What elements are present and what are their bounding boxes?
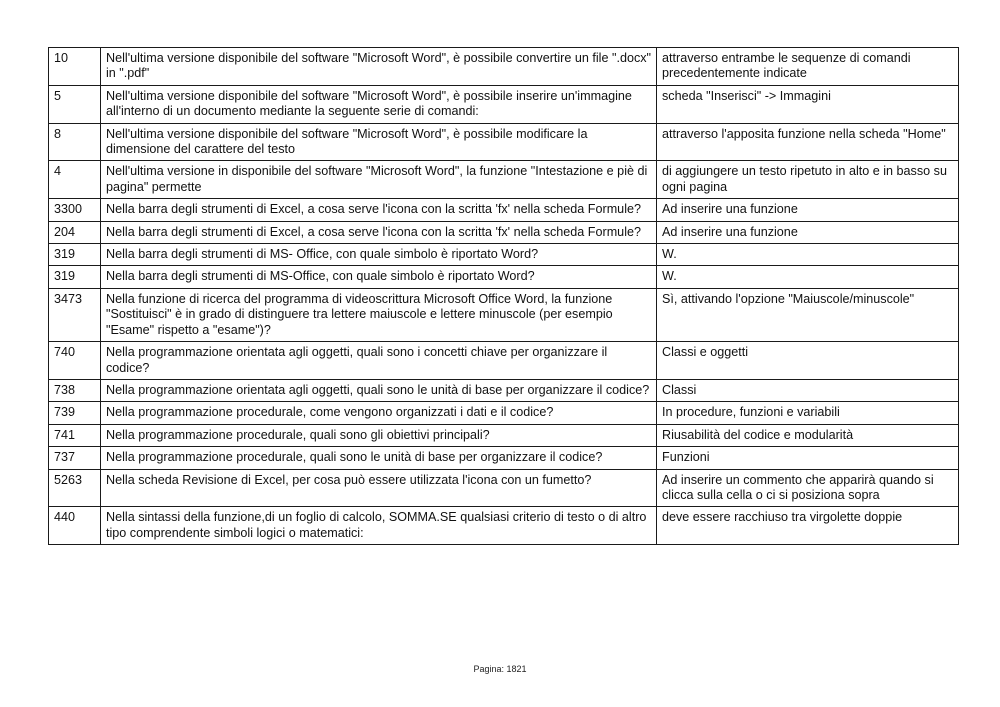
row-question: Nella funzione di ricerca del programma di videoscrittura Microsoft Office Word, la funzione "Sostituisci" è in grado di distinguere tra lettere maiuscole e lettere minuscole (per esempio "Esame" rispetto a "esame")?	[101, 288, 657, 341]
row-question: Nell'ultima versione in disponibile del software "Microsoft Word", la funzione "Intestazione e piè di pagina" permette	[101, 161, 657, 199]
row-question: Nella barra degli strumenti di Excel, a cosa serve l'icona con la scritta 'fx' nella scheda Formule?	[101, 221, 657, 243]
table-row	[49, 85, 959, 123]
row-question: Nella sintassi della funzione,di un foglio di calcolo, SOMMA.SE qualsiasi criterio di testo o di altro tipo comprendente simboli logici o matematici:	[101, 507, 657, 545]
row-question: Nella programmazione procedurale, come vengono organizzati i dati e il codice?	[101, 402, 657, 424]
row-question: Nell'ultima versione disponibile del software "Microsoft Word", è possibile modificare la dimensione del carattere del testo	[101, 123, 657, 161]
table-row	[49, 244, 959, 266]
row-answer: W.	[657, 266, 959, 288]
row-answer: Ad inserire un commento che apparirà quando si clicca sulla cella o ci si posiziona sopra	[657, 469, 959, 507]
row-id: 204	[49, 221, 101, 243]
row-answer: W.	[657, 244, 959, 266]
row-answer: Ad inserire una funzione	[657, 199, 959, 221]
table-row	[49, 342, 959, 380]
row-answer: attraverso entrambe le sequenze di comandi precedentemente indicate	[657, 48, 959, 86]
row-id: 3473	[49, 288, 101, 341]
qa-table-body	[49, 48, 959, 545]
row-answer: deve essere racchiuso tra virgolette doppie	[657, 507, 959, 545]
table-row	[49, 469, 959, 507]
table-row	[49, 447, 959, 469]
row-id: 739	[49, 402, 101, 424]
row-id: 319	[49, 244, 101, 266]
table-row	[49, 199, 959, 221]
table-row	[49, 123, 959, 161]
row-id: 319	[49, 266, 101, 288]
table-row	[49, 48, 959, 86]
row-question: Nella programmazione orientata agli oggetti, quali sono le unità di base per organizzare il codice?	[101, 379, 657, 401]
row-question: Nell'ultima versione disponibile del software "Microsoft Word", è possibile inserire un'immagine all'interno di un documento mediante la seguente serie di comandi:	[101, 85, 657, 123]
row-answer: Sì, attivando l'opzione "Maiuscole/minuscole"	[657, 288, 959, 341]
table-row	[49, 424, 959, 446]
row-question: Nella scheda Revisione di Excel, per cosa può essere utilizzata l'icona con un fumetto?	[101, 469, 657, 507]
row-question: Nella programmazione orientata agli oggetti, quali sono i concetti chiave per organizzare il codice?	[101, 342, 657, 380]
row-answer: Funzioni	[657, 447, 959, 469]
row-id: 440	[49, 507, 101, 545]
table-row	[49, 402, 959, 424]
row-question: Nella barra degli strumenti di MS- Office, con quale simbolo è riportato Word?	[101, 244, 657, 266]
row-id: 3300	[49, 199, 101, 221]
row-id: 5	[49, 85, 101, 123]
row-id: 5263	[49, 469, 101, 507]
row-answer: di aggiungere un testo ripetuto in alto e in basso su ogni pagina	[657, 161, 959, 199]
row-question: Nella barra degli strumenti di Excel, a cosa serve l'icona con la scritta 'fx' nella scheda Formule?	[101, 199, 657, 221]
table-row	[49, 266, 959, 288]
row-question: Nella programmazione procedurale, quali sono gli obiettivi principali?	[101, 424, 657, 446]
row-answer: Ad inserire una funzione	[657, 221, 959, 243]
table-row	[49, 288, 959, 341]
table-row	[49, 161, 959, 199]
row-question: Nell'ultima versione disponibile del software "Microsoft Word", è possibile convertire un file ".docx" in ".pdf"	[101, 48, 657, 86]
row-answer: In procedure, funzioni e variabili	[657, 402, 959, 424]
row-id: 737	[49, 447, 101, 469]
row-id: 10	[49, 48, 101, 86]
row-id: 738	[49, 379, 101, 401]
row-answer: Classi e oggetti	[657, 342, 959, 380]
row-id: 740	[49, 342, 101, 380]
table-row	[49, 379, 959, 401]
qa-table	[48, 47, 959, 545]
page-number: Pagina: 1821	[473, 664, 527, 674]
row-id: 8	[49, 123, 101, 161]
row-answer: Riusabilità del codice e modularità	[657, 424, 959, 446]
table-row	[49, 507, 959, 545]
row-answer: scheda "Inserisci" -> Immagini	[657, 85, 959, 123]
row-id: 741	[49, 424, 101, 446]
row-answer: Classi	[657, 379, 959, 401]
row-question: Nella programmazione procedurale, quali sono le unità di base per organizzare il codice?	[101, 447, 657, 469]
table-row	[49, 221, 959, 243]
row-question: Nella barra degli strumenti di MS-Office, con quale simbolo è riportato Word?	[101, 266, 657, 288]
row-answer: attraverso l'apposita funzione nella scheda "Home"	[657, 123, 959, 161]
row-id: 4	[49, 161, 101, 199]
